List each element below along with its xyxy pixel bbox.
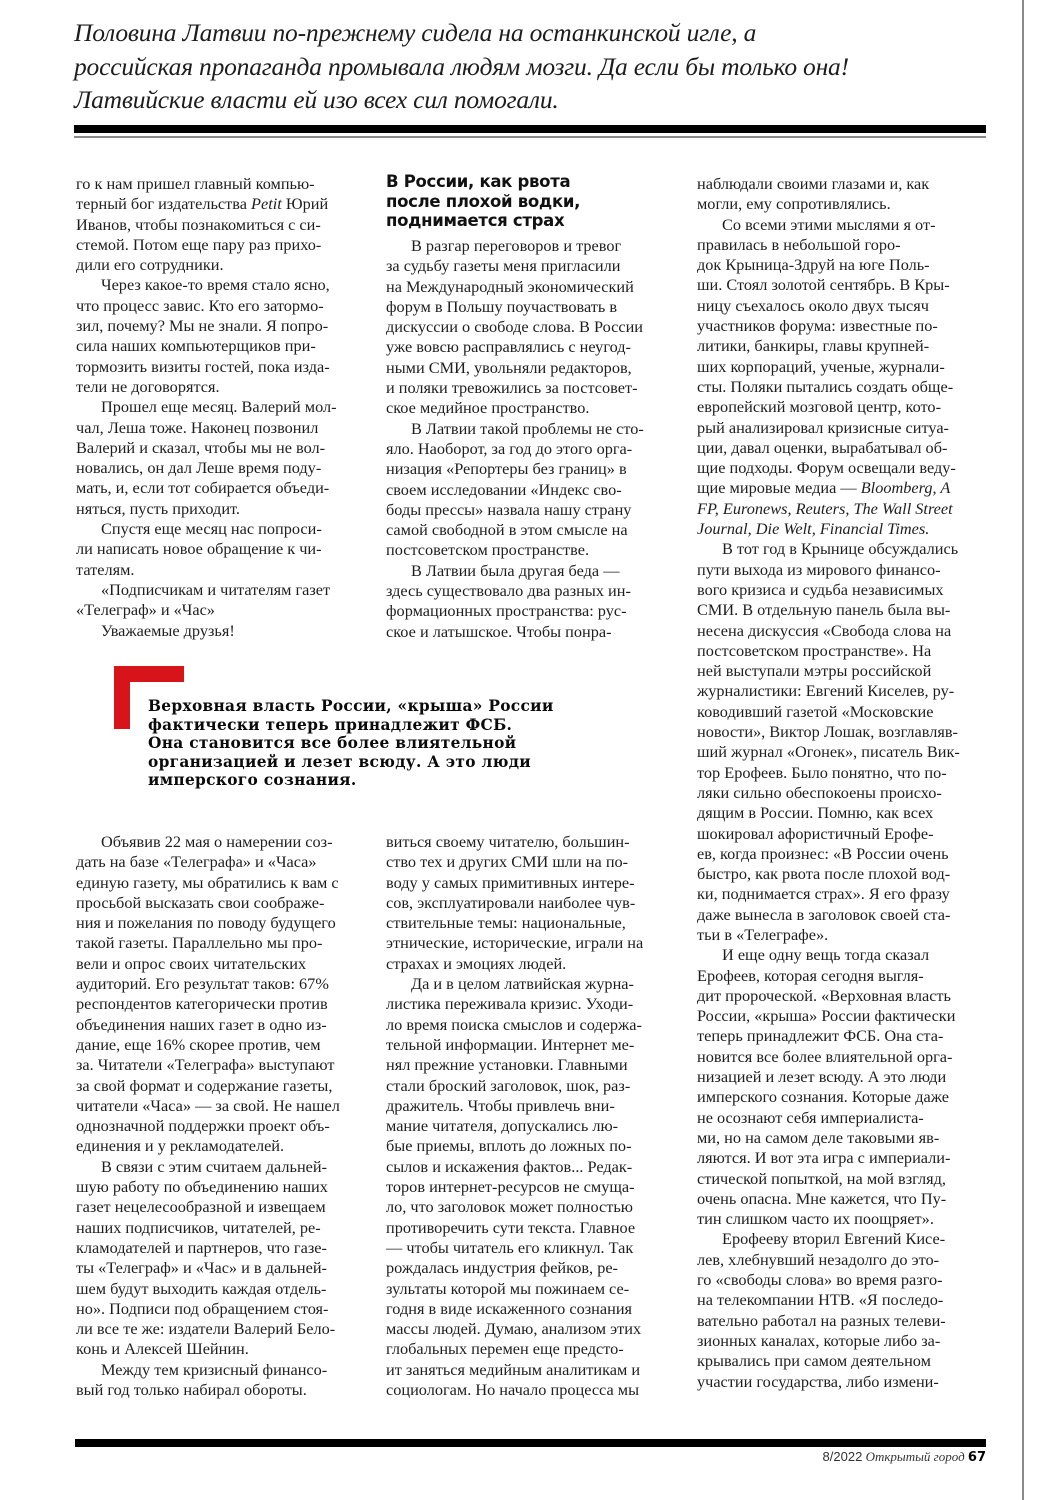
pull-quote-accent-bar [114, 666, 130, 729]
text-line: ми, но на самом деле таковыми яв- [697, 1127, 940, 1147]
text-line: шем будут выходить каждая отдель- [76, 1278, 327, 1298]
text-line: тормозить визиты гостей, пока изда- [76, 356, 330, 376]
text-line: объединения наших газет в одно из- [76, 1014, 327, 1034]
text-line: ший журнал «Огонек», писатель Вик- [697, 742, 960, 762]
text-line: шокировал афористичный Ерофе- [697, 823, 934, 843]
text-line: журналистики: Евгений Киселев, ру- [697, 681, 955, 701]
text-line: сила наших компьютерщиков при- [76, 336, 316, 356]
pull-quote-line: Верховная власть России, «крыша» России [148, 697, 554, 715]
text-line: новится все более влиятельной орга- [697, 1046, 953, 1066]
text-line: годня в виде искаженного сознания [386, 1298, 633, 1318]
text-line: кламодателей и партнеров, что газе- [76, 1237, 327, 1257]
text-line: ших корпораций, ученые, журнали- [697, 356, 945, 376]
text-line: мать, и, если тот собирается объеди- [76, 478, 330, 498]
text-line: В тот год в Крынице обсуждались [722, 539, 959, 559]
text-line: вели и опрос своих читательских [76, 953, 307, 973]
text-line: вательно работал на разных телеви- [697, 1310, 946, 1330]
page-number: 67 [967, 1450, 986, 1465]
header-rule-thick [74, 125, 986, 133]
column-3 [697, 174, 987, 1392]
text-line: этнические, исторические, играли на [386, 933, 644, 953]
text-line [697, 499, 987, 519]
text-line: ли написать новое обращение к чи- [76, 539, 322, 559]
text-line: такой газеты. Параллельно мы про- [76, 933, 323, 953]
text-line: крывались при самом деятельном [697, 1351, 931, 1371]
text-line: ство тех и других СМИ шли на по- [386, 852, 629, 872]
text-line: глобальных перемен еще предсто- [386, 1339, 624, 1359]
text-line: ты «Телеграф» и «Час» и в дальней- [76, 1258, 327, 1278]
text-line: читатели «Часа» — за свой. Не нашел [76, 1095, 340, 1115]
text-line: тьи в «Телеграфе». [697, 924, 829, 944]
text-line: не осознают себя империалиста- [697, 1107, 924, 1127]
pull-quote-line: имперского сознания. [148, 771, 357, 789]
page-edge-line [1022, 0, 1024, 1500]
magazine-name: Открытый город [865, 1449, 965, 1464]
text-line: сов, эксплуатировали наиболее чув- [386, 892, 636, 912]
text-line: ши. Стоял золотой сентябрь. В Кры- [697, 275, 950, 295]
text-line: чал, Леша тоже. Наконец позвонил [76, 417, 319, 437]
subheading-line: после плохой водки, [386, 191, 581, 211]
subheading-line: В России, как рвота [386, 172, 571, 191]
text-line: социологам. Но начало процесса мы [386, 1380, 640, 1400]
text-line: ли все те же: издатели Валерий Бело- [76, 1319, 336, 1339]
text-line: тельной информации. Интернет ме- [386, 1034, 635, 1054]
page-footer [823, 1449, 986, 1465]
text-line: Спустя еще месяц нас попроси- [101, 519, 322, 539]
text-line: даже вынесла в заголовок своей ста- [697, 904, 951, 924]
text-line: Объявив 22 мая о намерении соз- [101, 832, 333, 851]
lead-quote-line: российская пропаганда промывала людям мозги. Да если бы только она! [74, 51, 849, 81]
text-line: имперского сознания. Которые даже [697, 1087, 949, 1107]
text-line: Между тем кризисный финансо- [101, 1359, 328, 1379]
italic-text: Journal, Die Welt, Financial Times. [697, 519, 930, 539]
text-line: дили его сотрудники. [76, 255, 224, 275]
text-line: лев, хлебнувший незадолго до это- [697, 1249, 940, 1269]
text-line: единую газету, мы обратились к вам с [76, 872, 339, 892]
text-line: пути выхода из мирового финансо- [697, 559, 941, 579]
text-line: за. Читатели «Телеграфа» выступают [76, 1055, 335, 1075]
text-line: самой свободной в этом смысле на [386, 520, 628, 540]
italic-text: FP, Euronews, Reuters, The Wall Street [697, 498, 953, 518]
text-line: ководивший газетой «Московские [697, 701, 934, 721]
text-line: теперь принадлежит ФСБ. Она ста- [697, 1026, 944, 1046]
text-line: сты. Поляки пытались создать обще- [697, 376, 954, 396]
text-line: страхах и эмоциях людей. [386, 953, 567, 973]
text-line: ными СМИ, увольняли редакторов, [386, 357, 632, 377]
header-rule-thin [74, 136, 986, 138]
text-line: Через какое-то время стало ясно, [101, 275, 330, 295]
text-line: терный бог издательства Petit Юрий [76, 194, 329, 214]
text-line: на телекомпании НТВ. «Я последо- [697, 1290, 944, 1310]
text-line: ницу съехалось около двух тысяч [697, 295, 929, 315]
text-line: Иванов, чтобы познакомиться с си- [76, 214, 321, 234]
text-line: участников форума: известные по- [697, 316, 938, 336]
text-line: литики, банкиры, главы крупней- [697, 336, 930, 356]
text-line: стической попыткой, на мой взгляд, [697, 1168, 946, 1188]
text-line: участии государства, либо измени- [697, 1371, 939, 1391]
text-line: дящим в России. Помню, как всех [697, 803, 934, 823]
lead-quote-line: Латвийские власти ей изо всех сил помогали. [74, 85, 559, 114]
text-line: ции, давал оценки, вырабатывал об- [697, 437, 948, 457]
text-line: своем исследовании «Индекс сво- [386, 479, 622, 499]
text-line: зультаты которой мы пожинаем се- [386, 1278, 630, 1298]
column-2-bottom [386, 832, 676, 1400]
text-line: просьбой высказать свои соображе- [76, 892, 325, 912]
text-line: В разгар переговоров и тревог [411, 236, 622, 255]
text-line: могли, ему сопротивлялись. [697, 194, 891, 214]
text-line: новости», Виктор Лошак, возглавляв- [697, 722, 958, 742]
text-line: ки, поднимается страх». Я его фразу [697, 884, 950, 904]
text-line: ское медийное пространство. [386, 398, 590, 418]
section-subheading [386, 172, 676, 231]
text-line: ев, когда произнес: «В России очень [697, 843, 949, 863]
text-line: СМИ. В отдельную панель была вы- [697, 600, 951, 620]
issue-number: 8/2022 [822, 1449, 863, 1464]
text-line: стали броский заголовок, шок, раз- [386, 1075, 631, 1095]
text-line: ствительные темы: национальные, [386, 913, 626, 933]
text-line: шую работу по объединению наших [76, 1177, 328, 1197]
text-line: бые приемы, вплоть до ложных по- [386, 1136, 632, 1156]
text-line: низацией и лезет всюду. А это люди [697, 1067, 947, 1087]
text-line: формационных пространства: рус- [386, 601, 627, 621]
text-line: сылов и искажения фактов... Редак- [386, 1156, 633, 1176]
text-line: листика переживала кризис. Уходи- [386, 994, 634, 1014]
text-line: низация «Репортеры без границ» в [386, 459, 627, 479]
text-line: противоречить сути текста. Главное [386, 1217, 636, 1237]
text-line: воду у самых примитивных интере- [386, 872, 635, 892]
text-line: зил, почему? Мы не знали. Я попро- [76, 316, 329, 336]
text-line: ское и латышское. Чтобы понра- [386, 621, 612, 641]
text-line: наблюдали своими глазами и, как [697, 174, 930, 193]
text-line: дражитель. Чтобы привлечь вни- [386, 1095, 615, 1115]
text-line: что процесс завис. Кто его затормо- [76, 295, 324, 315]
text-line: щие мировые медиа — Bloomberg, A [697, 478, 951, 498]
text-line: дание, еще 16% скорее против, чем [76, 1034, 321, 1054]
text-line: — чтобы читатель его кликнул. Так [386, 1237, 634, 1257]
text-line: И еще одну вещь тогда сказал [722, 945, 930, 965]
text-line: зионных каналах, которые либо за- [697, 1330, 941, 1350]
text-line: вый год только набирал обороты. [76, 1380, 307, 1400]
text-line: ло, что заголовок может полностью [386, 1197, 633, 1217]
column-1-top [76, 174, 361, 641]
text-line: несена дискуссия «Свобода слова на [697, 620, 952, 640]
text-line: единения и у рекламодателей. [76, 1136, 285, 1156]
text-line: стемой. Потом еще пару раз прихо- [76, 234, 322, 254]
text-line: уже вовсю расправлялись с неугод- [386, 337, 631, 357]
text-line: Валерий и сказал, чтобы мы не вол- [76, 437, 326, 457]
text-line: дать на базе «Телеграфа» и «Часа» [76, 852, 317, 872]
text-line: док Крыница-Здруй на юге Поль- [697, 255, 930, 275]
text-line: аудиторий. Его результат таков: 67% [76, 974, 329, 994]
text-line: няться, пусть приходит. [76, 498, 241, 518]
text-line: наших подписчиков, читателей, ре- [76, 1217, 321, 1237]
text-line: Прошел еще месяц. Валерий мол- [101, 397, 337, 417]
text-line: правилась в небольшой горо- [697, 234, 901, 254]
text-line: боды прессы» назвала нашу страну [386, 499, 632, 519]
text-line: здесь существовало два разных ин- [386, 581, 631, 601]
text-line: ляки сильно обеспокоены происхо- [697, 782, 942, 802]
text-line: форум в Польшу поучаствовать в [386, 296, 618, 316]
text-line: европейский мозговой центр, кото- [697, 397, 941, 417]
text-line: дит пророческой. «Верховная власть [697, 985, 951, 1005]
text-line: мание читателя, допускались лю- [386, 1116, 619, 1136]
text-line: России, «крыша» России фактически [697, 1006, 956, 1026]
text-line: ния и пожелания по поводу будущего [76, 913, 336, 933]
text-line: быстро, как рвота после плохой вод- [697, 864, 951, 884]
text-line: виться своему читателю, большин- [386, 832, 630, 851]
text-line: тин слишком часто их поощряет». [697, 1209, 934, 1229]
text-line: массы людей. Думаю, анализом этих [386, 1319, 642, 1339]
lead-quote-line: Половина Латвии по-прежнему сидела на останкинской игле, а [74, 18, 757, 47]
text-line [697, 519, 987, 539]
text-line: «Телеграф» и «Час» [76, 600, 215, 620]
italic-text: Bloomberg, A [860, 478, 951, 498]
text-line: дискуссии о свободе слова. В России [386, 317, 644, 337]
pull-quote [148, 697, 618, 790]
text-line: однозначной поддержки проект объ- [76, 1116, 330, 1136]
text-line: яло. Наоборот, за год до этого орга- [386, 438, 633, 458]
text-line: торов интернет-ресурсов не смуща- [386, 1177, 635, 1197]
text-line: ляются. И вот эта игра с империали- [697, 1148, 951, 1168]
text-line: тели не договорятся. [76, 376, 220, 396]
text-line: нял прежние установки. Главными [386, 1055, 628, 1075]
text-line: ло время поиска смыслов и содержа- [386, 1014, 642, 1034]
text-line: на Международный экономический [386, 276, 634, 296]
text-line: конь и Алексей Шейнин. [76, 1339, 249, 1359]
text-line: го «свободы слова» во время разго- [697, 1270, 943, 1290]
pull-quote-line: фактически теперь принадлежит ФСБ. [148, 715, 513, 734]
footer-rule [75, 1439, 986, 1447]
column-1-bottom [76, 832, 361, 1400]
text-line: Со всеми этими мыслями я от- [722, 214, 936, 234]
text-line: за судьбу газеты меня пригласили [386, 256, 621, 276]
text-line: респондентов категорически против [76, 994, 328, 1014]
text-line: тор Ерофеев. Было понятно, что по- [697, 762, 947, 782]
text-line: постсоветском пространстве. [386, 540, 590, 560]
text-line: за свой формат и содержание газеты, [76, 1075, 333, 1095]
text-line: щие подходы. Форум освещали веду- [697, 458, 956, 478]
text-line: Ерофееву вторил Евгений Кисе- [722, 1229, 946, 1249]
text-line: ит заняться медийным аналитикам и [386, 1359, 641, 1379]
text-line: «Подписчикам и читателям газет [101, 579, 331, 599]
text-line: новались, он дал Леше время поду- [76, 458, 322, 478]
text-line: В Латвии была другая беда — [411, 560, 620, 580]
italic-text: Petit [251, 194, 282, 214]
text-line: постсоветском пространстве». На [697, 640, 932, 660]
text-line: рый анализировал кризисные ситуа- [697, 417, 949, 437]
pull-quote-line: Она становится все более влиятельной [148, 734, 517, 752]
text-line: вого кризиса и судьба независимых [697, 579, 944, 599]
text-line: тателям. [76, 559, 135, 579]
text-line: и поляки тревожились за постсовет- [386, 378, 638, 398]
text-line: очень опасна. Мне кажется, что Пу- [697, 1188, 947, 1208]
text-line: рождалась индустрия фейков, ре- [386, 1258, 618, 1278]
text-line: Ерофеев, которая сегодня выгля- [697, 965, 924, 985]
text-line: ней выступали мэтры российской [697, 661, 932, 681]
text-line: Да и в целом латвийская журна- [411, 974, 634, 994]
text-line: В связи с этим считаем дальней- [101, 1156, 328, 1176]
text-line: В Латвии такой проблемы не сто- [411, 418, 644, 438]
text-line: но». Подписи под обращением стоя- [76, 1298, 329, 1318]
pull-quote-line: организацией и лезет всюду. А это люди [148, 752, 531, 771]
column-2-top [386, 236, 676, 642]
lead-quote [74, 16, 994, 117]
text-line: го к нам пришел главный компью- [76, 174, 315, 193]
text-line: Уважаемые друзья! [101, 620, 235, 640]
subheading-line: поднимается страх [386, 211, 565, 230]
text-line: газет нецелесообразной и извещаем [76, 1197, 326, 1217]
